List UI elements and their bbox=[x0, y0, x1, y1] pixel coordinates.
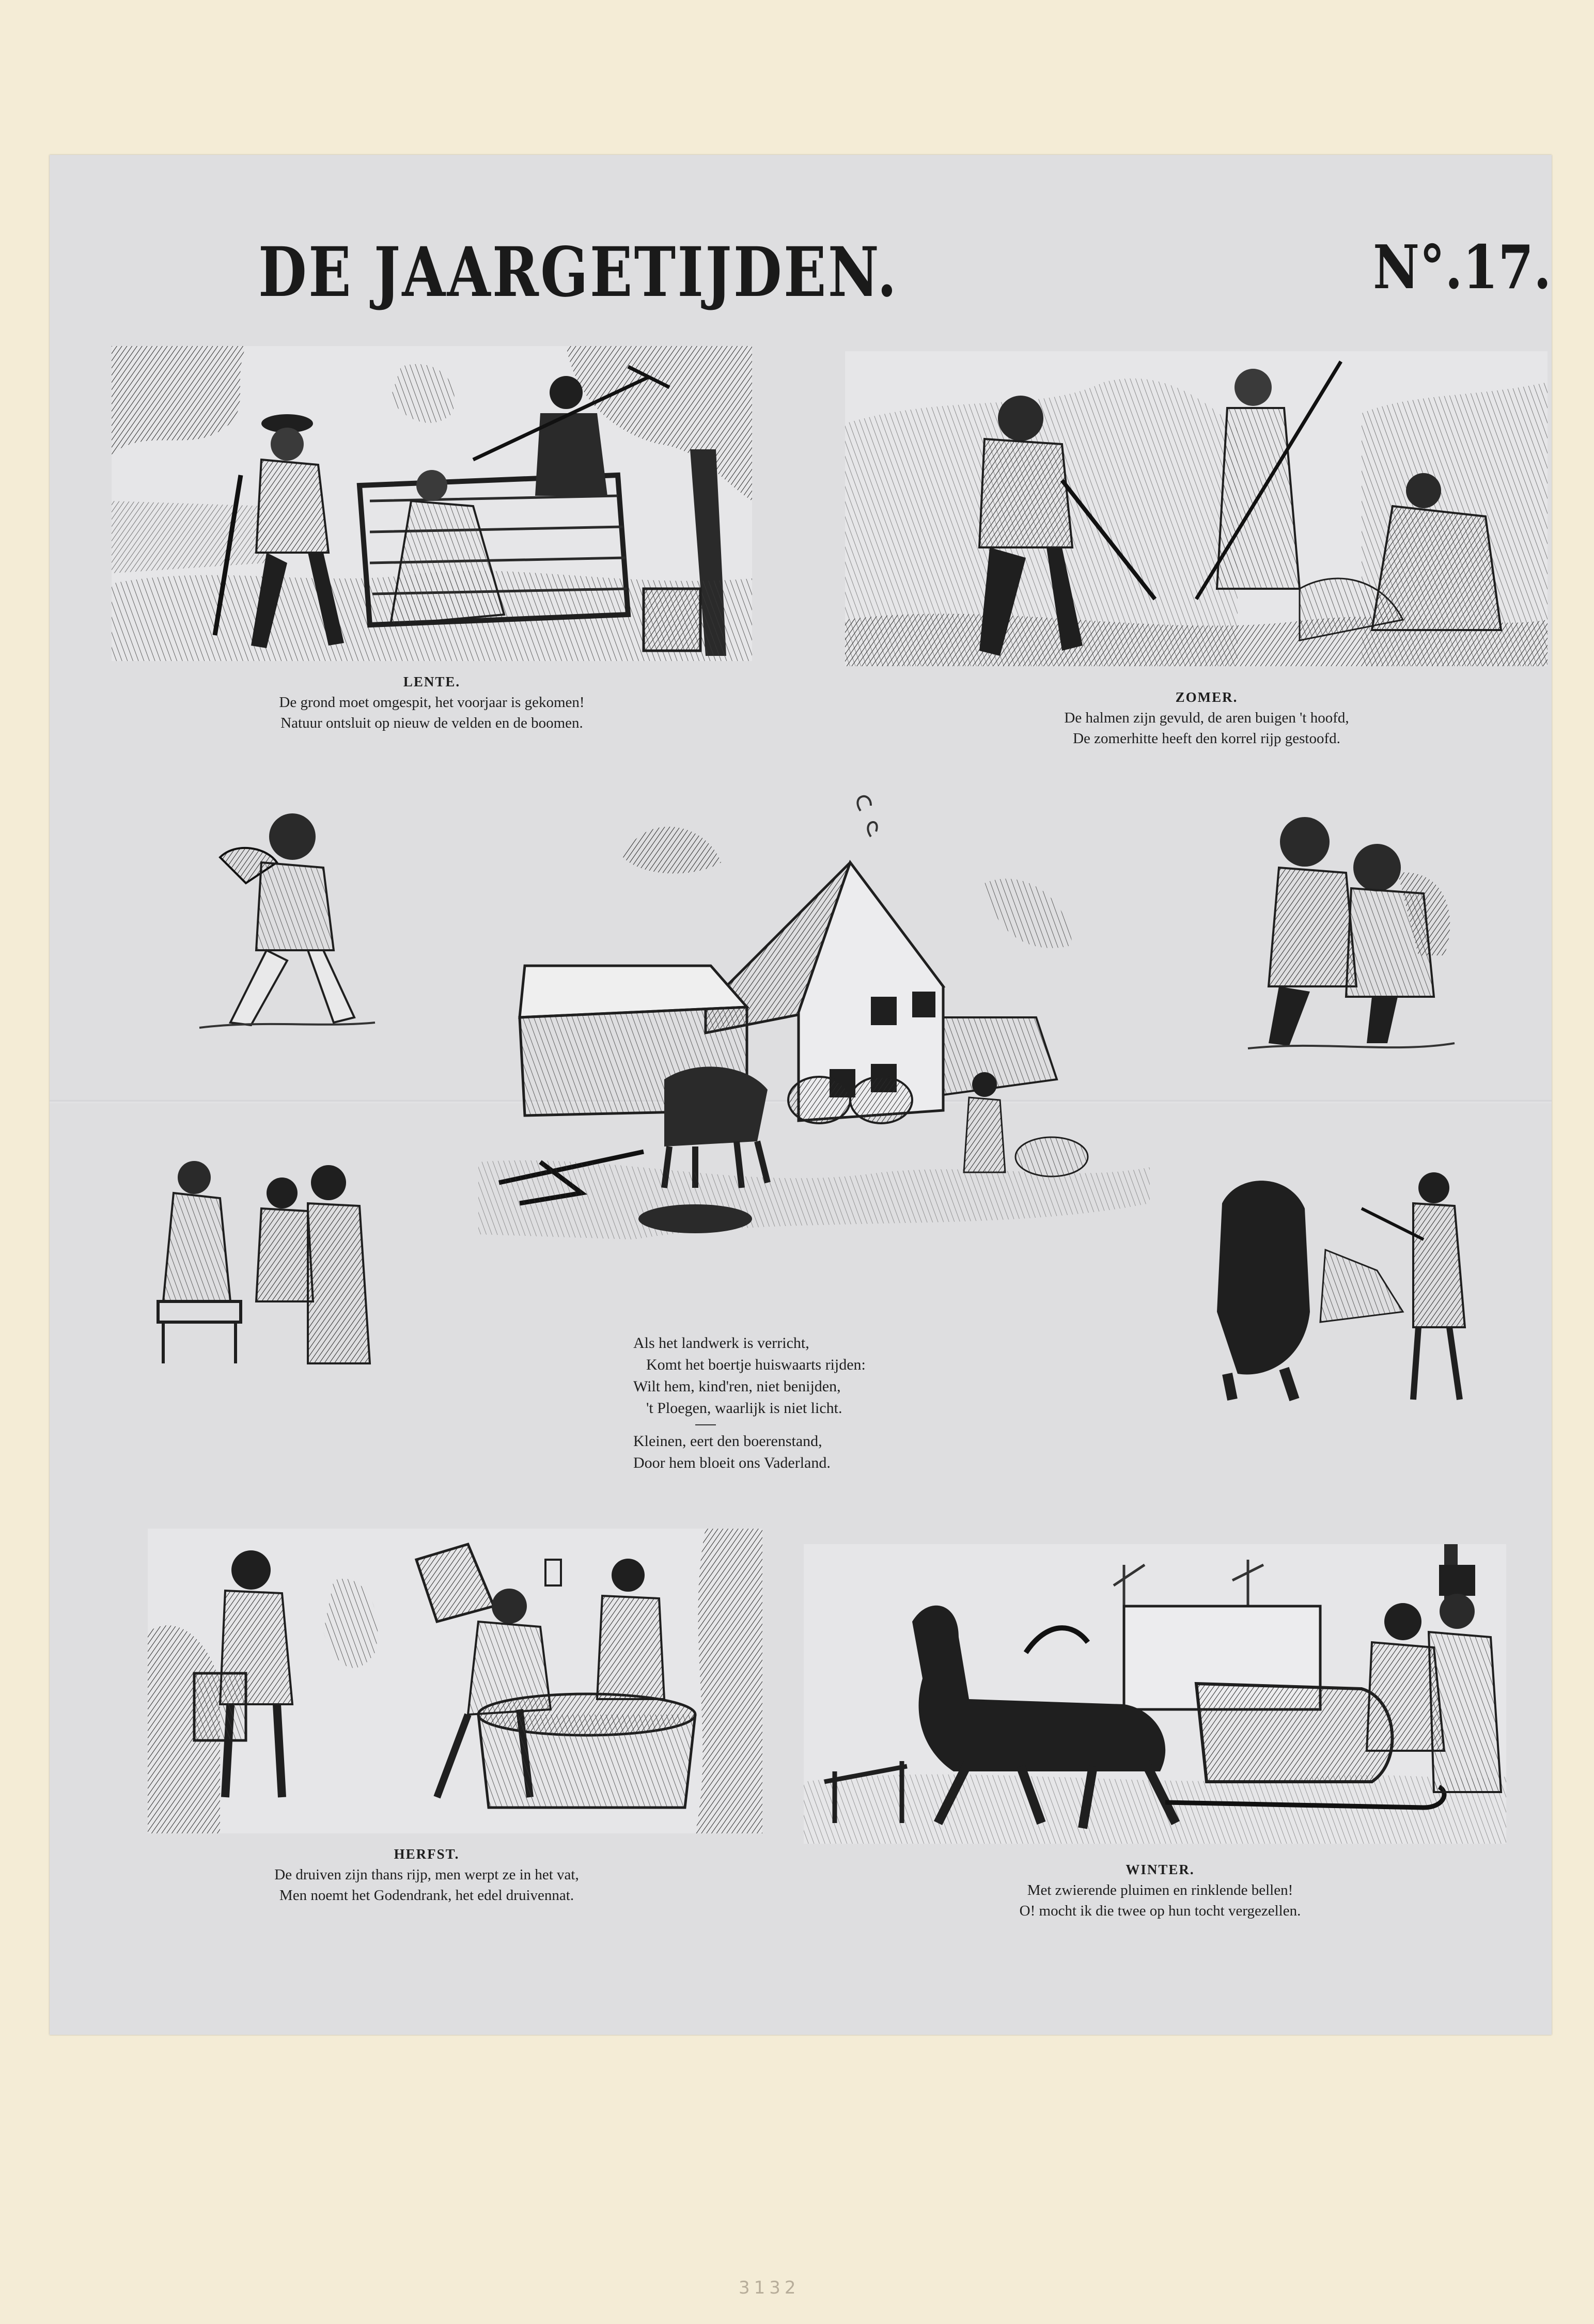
summer-caption bbox=[969, 687, 1444, 749]
verse-line-1: Als het landwerk is verricht, bbox=[633, 1334, 809, 1352]
boy-drinking-vignette bbox=[189, 806, 385, 1033]
spring-caption bbox=[210, 671, 654, 733]
summer-line-1: De halmen zijn gevuld, de aren buigen 't hoofd, bbox=[1064, 710, 1349, 726]
spring-digging-scene bbox=[112, 346, 752, 661]
winter-line-1: Met zwierende pluimen en rinklende bellen! bbox=[1027, 1882, 1293, 1898]
summer-harvest-scene bbox=[845, 351, 1548, 666]
print-sheet bbox=[50, 155, 1552, 2035]
center-verse bbox=[633, 1332, 866, 1474]
verse-line-6: Door hem bloeit ons Vaderland. bbox=[633, 1454, 831, 1471]
verse-line-3: Wilt hem, kind'ren, niet benijden, bbox=[633, 1378, 841, 1395]
spring-heading: LENTE. bbox=[403, 674, 461, 689]
autumn-line-2: Men noemt het Godendrank, het edel druivennat. bbox=[279, 1887, 574, 1904]
winter-heading: WINTER. bbox=[1126, 1862, 1195, 1877]
dancing-bear-vignette bbox=[1207, 1157, 1496, 1410]
winter-sleigh-scene bbox=[804, 1544, 1506, 1844]
verse-line-2: Komt het boertje huiswaarts rijden: bbox=[646, 1356, 866, 1373]
pencil-inventory-number: 3132 bbox=[739, 2278, 800, 2298]
verse-line-4: 't Ploegen, waarlijk is niet licht. bbox=[646, 1400, 842, 1417]
summer-line-2: De zomerhitte heeft den korrel rijp gestoofd. bbox=[1073, 730, 1340, 747]
autumn-heading: HERFST. bbox=[394, 1846, 460, 1862]
autumn-line-1: De druiven zijn thans rijp, men werpt ze in het vat, bbox=[274, 1866, 579, 1883]
autumn-wine-harvest-scene bbox=[148, 1529, 762, 1833]
summer-heading: ZOMER. bbox=[1175, 689, 1238, 705]
sheet-number: N°.17. bbox=[1373, 232, 1552, 303]
farmhouse-plough-scene bbox=[478, 790, 1150, 1239]
spring-line-2: Natuur ontsluit op nieuw de velden en de boomen. bbox=[280, 715, 583, 731]
spring-line-1: De grond moet omgespit, het voorjaar is gekomen! bbox=[279, 694, 585, 711]
verse-line-5: Kleinen, eert den boerenstand, bbox=[633, 1433, 822, 1450]
winter-caption bbox=[938, 1859, 1382, 1921]
winter-line-2: O! mocht ik die twee op hun tocht vergezellen. bbox=[1019, 1903, 1301, 1919]
family-seated-vignette bbox=[153, 1147, 390, 1374]
verse-divider bbox=[695, 1424, 716, 1425]
autumn-caption bbox=[210, 1844, 644, 1906]
children-embracing-vignette bbox=[1227, 800, 1465, 1059]
page-title: DE JAARGETIJDEN. bbox=[258, 232, 899, 312]
